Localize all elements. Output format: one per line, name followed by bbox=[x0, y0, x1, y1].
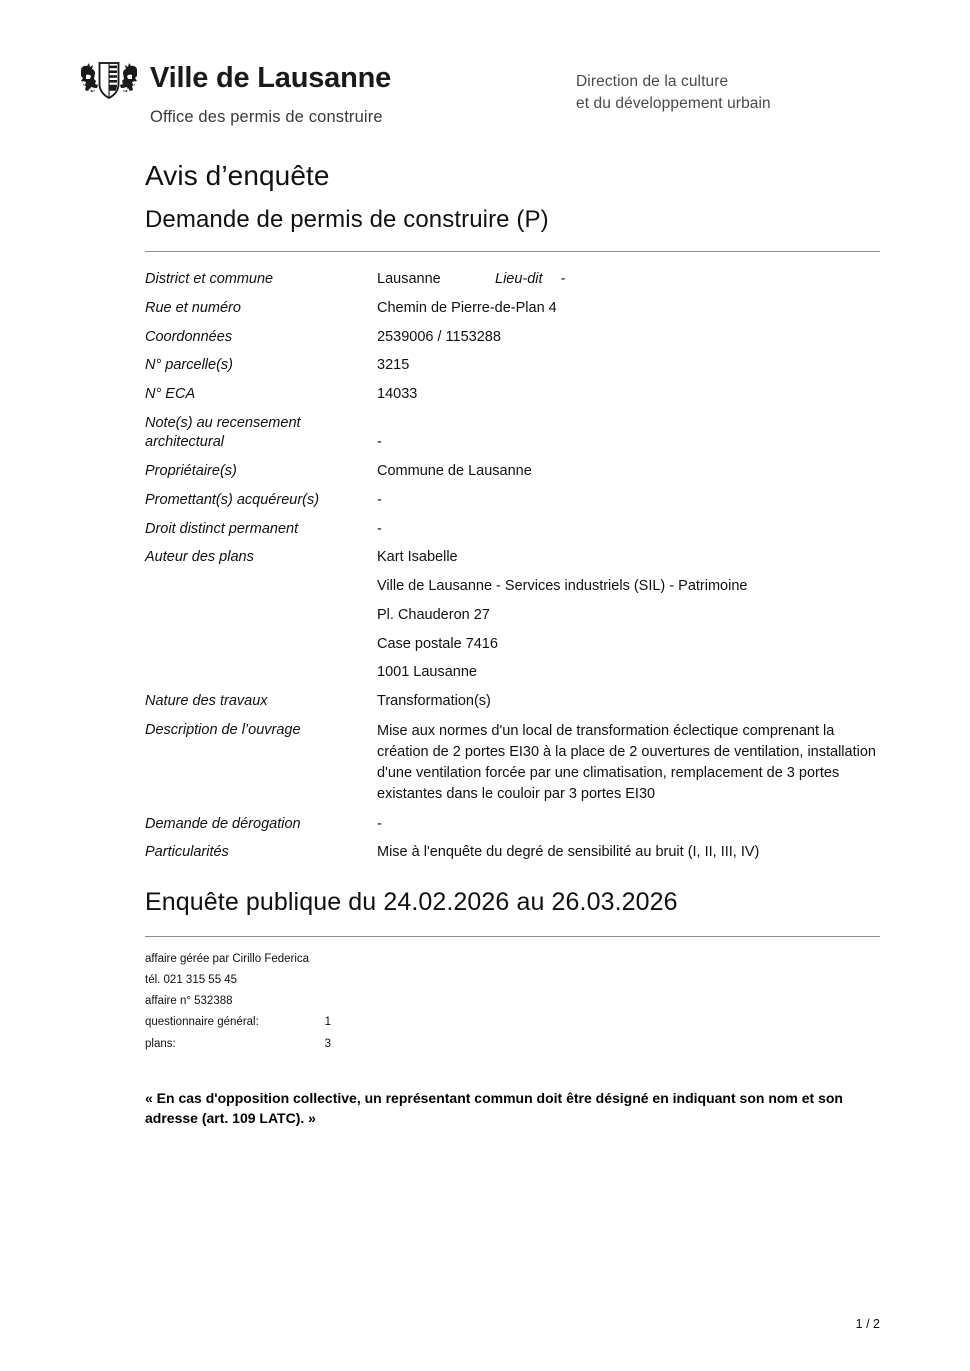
field-value-proprietaire: Commune de Lausanne bbox=[377, 462, 532, 479]
field-value-auteur-plans bbox=[377, 548, 880, 682]
field-label-coordonnees: Coordonnées bbox=[145, 328, 233, 345]
field-label-particularites: Particularités bbox=[145, 844, 229, 861]
table-row bbox=[145, 520, 880, 539]
auteur-line: Pl. Chauderon 27 bbox=[377, 606, 490, 623]
dossier-info-block bbox=[145, 949, 565, 1055]
field-value-parcelle: 3215 bbox=[377, 357, 410, 374]
page-title: Avis d’enquête bbox=[145, 160, 330, 191]
department-line-2: et du développement urbain bbox=[576, 95, 771, 112]
field-label-parcelle: N° parcelle(s) bbox=[145, 357, 233, 374]
table-row bbox=[145, 299, 880, 318]
table-row bbox=[145, 356, 880, 375]
field-value-description: Mise aux normes d'un local de transformation éclectique comprenant la création de 2 portes EI30 à la place de 2 ouvertures de ventilation, installation d'une ventilation forcée par une climatisation, remplacement de 3 portes existantes dans le couloir par 3 portes EI30 bbox=[377, 723, 876, 803]
field-label-nature-travaux: Nature des travaux bbox=[145, 693, 268, 710]
department-line-1: Direction de la culture bbox=[576, 73, 729, 90]
table-row bbox=[145, 491, 880, 510]
table-row bbox=[145, 385, 880, 404]
district-commune-value: Lausanne bbox=[377, 271, 441, 287]
department-block bbox=[576, 71, 771, 115]
plans-count: 3 bbox=[324, 1037, 331, 1050]
field-value-district bbox=[377, 270, 880, 289]
affaire-numero: affaire n° 532388 bbox=[145, 995, 233, 1008]
field-label-derogation: Demande de dérogation bbox=[145, 815, 301, 832]
field-label-note-recensement: Note(s) au recensement architectural bbox=[145, 414, 301, 451]
field-value-promettant: - bbox=[377, 491, 382, 508]
enquete-publique-heading: Enquête publique du 24.02.2026 au 26.03.2026 bbox=[145, 888, 678, 916]
plans-label: plans: bbox=[145, 1037, 176, 1050]
details-table bbox=[145, 270, 880, 872]
page-header bbox=[0, 55, 970, 135]
field-label-district: District et commune bbox=[145, 271, 274, 287]
brand-block bbox=[78, 55, 498, 127]
field-value-coordonnees: 2539006 / 1153288 bbox=[377, 328, 501, 345]
lausanne-coat-of-arms-icon bbox=[78, 55, 140, 101]
field-label-proprietaire: Propriétaire(s) bbox=[145, 462, 237, 479]
opposition-notice: « En cas d'opposition collective, un représentant commun doit être désigné en indiquant son nom et son adresse (art. 109 LATC). » bbox=[145, 1090, 843, 1127]
field-value-lieudit: - bbox=[560, 271, 566, 287]
office-name: Office des permis de construire bbox=[150, 108, 383, 126]
field-label-rue: Rue et numéro bbox=[145, 299, 241, 316]
field-value-nature-travaux: Transformation(s) bbox=[377, 693, 491, 710]
field-value-droit-distinct: - bbox=[377, 520, 382, 537]
divider-bottom bbox=[145, 936, 880, 937]
divider-top bbox=[145, 251, 880, 252]
field-label-description: Description de l’ouvrage bbox=[145, 722, 301, 738]
affaire-geree-par: affaire gérée par Cirillo Federica bbox=[145, 953, 310, 965]
organization-name: Ville de Lausanne bbox=[150, 61, 392, 94]
questionnaire-general-row bbox=[145, 1012, 565, 1033]
field-value-derogation: - bbox=[377, 815, 382, 832]
field-label-auteur-plans: Auteur des plans bbox=[145, 549, 254, 566]
field-label-promettant: Promettant(s) acquéreur(s) bbox=[145, 491, 320, 508]
table-row bbox=[145, 815, 880, 834]
auteur-line: Ville de Lausanne - Services industriels (SIL) - Patrimoine bbox=[377, 578, 748, 595]
telephone: tél. 021 315 55 45 bbox=[145, 974, 238, 987]
table-row bbox=[145, 328, 880, 347]
table-row bbox=[145, 843, 880, 862]
table-row bbox=[145, 721, 880, 805]
field-value-eca: 14033 bbox=[377, 386, 418, 403]
auteur-line: 1001 Lausanne bbox=[377, 664, 477, 681]
table-row bbox=[145, 548, 880, 682]
page-number: 1 / 2 bbox=[855, 1317, 880, 1331]
table-row bbox=[145, 692, 880, 711]
field-value-rue: Chemin de Pierre-de-Plan 4 bbox=[377, 299, 557, 316]
field-label-droit-distinct: Droit distinct permanent bbox=[145, 520, 299, 537]
auteur-line: Case postale 7416 bbox=[377, 635, 498, 652]
auteur-line: Kart Isabelle bbox=[377, 549, 458, 566]
field-label-eca: N° ECA bbox=[145, 386, 196, 403]
plans-row bbox=[145, 1034, 565, 1055]
field-value-particularites: Mise à l'enquête du degré de sensibilité au bruit (I, II, III, IV) bbox=[377, 844, 760, 861]
table-row bbox=[145, 462, 880, 481]
table-row bbox=[145, 414, 880, 453]
page-subtitle: Demande de permis de construire (P) bbox=[145, 206, 549, 233]
field-label-lieudit: Lieu-dit bbox=[495, 271, 543, 287]
questionnaire-general-count: 1 bbox=[324, 1016, 331, 1029]
field-value-note-recensement: - bbox=[377, 433, 382, 450]
questionnaire-general-label: questionnaire général: bbox=[145, 1016, 259, 1029]
table-row bbox=[145, 270, 880, 289]
